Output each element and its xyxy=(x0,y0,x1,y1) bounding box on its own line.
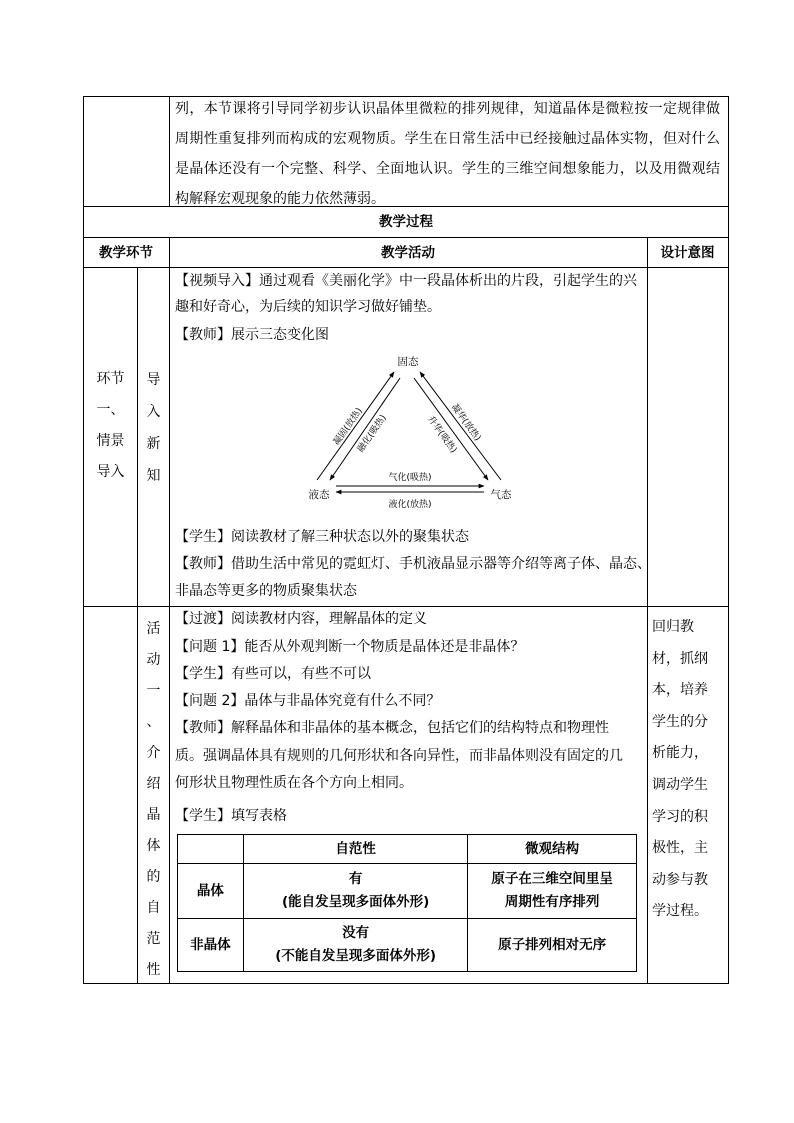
gas-label: 气态 xyxy=(490,489,512,501)
table-header-cell: 自范性 xyxy=(243,835,468,864)
stage1-sublabel-char: 新 xyxy=(146,436,161,452)
crystal-comparison-table xyxy=(177,834,637,971)
table-header-cell: 微观结构 xyxy=(468,835,637,864)
table-row xyxy=(178,919,637,972)
activity1-text-line: 【问题 1】能否从外观判断一个物质是晶体还是非晶体？ xyxy=(175,639,525,655)
stage1-label-line: 一、 xyxy=(96,402,125,418)
stage1-label-line: 环节 xyxy=(96,371,125,387)
self-shaping-cell xyxy=(243,919,468,972)
activity1-text-line: 何形状且物理性质在各个方向上相同。 xyxy=(175,775,413,791)
cell-line: 原子在三维空间里呈 xyxy=(491,871,613,887)
table-header-cell xyxy=(178,835,244,864)
header-activity: 教学活动 xyxy=(381,245,435,261)
condense-label: 液化(放热) xyxy=(388,500,432,510)
activity1-text-line: 【问题 2】晶体与非晶体究竟有什么不同？ xyxy=(175,693,441,709)
intent-line: 调动学生 xyxy=(652,776,708,793)
stage1-label-line: 情景 xyxy=(96,433,125,449)
table-row xyxy=(178,864,637,919)
activity1-text-line: 质。强调晶体具有规则的几何形状和各向异性，而非晶体则没有固定的几 xyxy=(175,748,623,764)
stage1-text-line: 趣和好奇心，为后续的知识学习做好铺垫。 xyxy=(175,299,441,315)
intent-line: 回归教 xyxy=(652,619,694,635)
activity1-label-char: 性 xyxy=(146,962,161,978)
stage1-sublabel xyxy=(138,364,169,492)
header-intent: 设计意图 xyxy=(660,245,715,261)
solid-label: 固态 xyxy=(397,356,419,368)
header-stage: 教学环节 xyxy=(99,245,153,261)
stage1-text-line: 【视频导入】通过观看《美丽化学》中一段晶体析出的片段，引起学生的兴 xyxy=(175,273,637,289)
three-state-diagram xyxy=(290,348,540,513)
intent-line: 析能力， xyxy=(652,745,708,762)
activity1-label-char: 绍 xyxy=(146,776,161,792)
cell-line: 没有 xyxy=(342,925,370,941)
micro-structure-cell xyxy=(468,919,637,972)
cell-line: (不能自发呈现多面体外形) xyxy=(275,948,437,964)
cell-line: 原子排列相对无序 xyxy=(498,936,607,953)
activity1-label-char: 范 xyxy=(146,931,161,947)
grid-line xyxy=(83,983,729,984)
activity1-label xyxy=(138,614,169,986)
stage1-text-line: 【学生】阅读教材了解三种状态以外的聚集状态 xyxy=(175,529,469,545)
activity1-label-char: 晶 xyxy=(146,807,161,823)
stage1-text-line: 非晶态等更多的物质聚集状态 xyxy=(175,583,357,599)
intro-paragraph: 列，本节课将引导同学初步认识晶体里微粒的排列规律，知道晶体是微粒按一定规律做周期性重复排列而构成的宏观物质。学生在日常生活中已经接触过晶体实物，但对什么是晶体还没有一个完整、科学、全面地认识。学生的三维空间想象能力，以及用微观结构解释宏观现象的能力依然薄弱。 xyxy=(175,101,720,207)
micro-structure-cell xyxy=(468,864,637,919)
self-shaping-cell xyxy=(243,864,468,919)
activity1-text-line: 【学生】有些可以，有些不可以 xyxy=(175,666,371,682)
row-name-cell: 非晶体 xyxy=(178,919,244,972)
grid-line xyxy=(169,96,170,207)
sublime-label: 升华(吸热) xyxy=(424,414,459,456)
stage1-text-line: 【教师】借助生活中常见的霓虹灯、手机液晶显示器等介绍等离子体、晶态、 xyxy=(175,556,651,572)
liquid-label: 液态 xyxy=(308,489,330,501)
row-name-cell: 晶体 xyxy=(178,864,244,919)
activity1-label-char: 一 xyxy=(146,683,161,699)
deposit-label: 凝华(放热) xyxy=(448,402,483,444)
stage1-label xyxy=(84,364,137,488)
cell-line: 周期性有序排列 xyxy=(504,894,600,910)
activity1-label-char: 介 xyxy=(146,745,161,761)
intent-line: 学过程。 xyxy=(652,903,708,920)
cell-line: (能自发呈现多面体外形) xyxy=(281,894,430,910)
intent-line: 本，培养 xyxy=(652,682,708,699)
activity1-text-line: 【过渡】阅读教材内容，理解晶体的定义 xyxy=(175,611,427,627)
grid-line xyxy=(83,267,729,268)
activity1-label-char: 动 xyxy=(146,652,161,668)
stage1-sublabel-char: 入 xyxy=(146,404,161,420)
intent-line: 动参与教 xyxy=(652,871,708,888)
grid-line xyxy=(647,237,648,984)
intent-line: 学生的分 xyxy=(652,713,708,730)
stage1-label-line: 导入 xyxy=(96,464,125,480)
stage1-sublabel-char: 知 xyxy=(146,468,161,484)
activity1-label-char: 、 xyxy=(146,714,161,730)
section-title: 教学过程 xyxy=(379,214,433,230)
activity1-text-line: 【教师】解释晶体和非晶体的基本概念，包括它们的结构特点和物理性 xyxy=(175,720,609,736)
stage1-sublabel-char: 导 xyxy=(146,372,161,388)
stage1-text-line: 【教师】展示三态变化图 xyxy=(175,327,329,343)
activity1-label-char: 体 xyxy=(146,838,161,854)
intent-line: 材，抓纲 xyxy=(652,650,708,667)
activity1-label-char: 的 xyxy=(146,869,161,885)
intent-line: 极性，主 xyxy=(652,840,708,857)
intent-line: 学习的积 xyxy=(652,808,708,825)
activity1-label-char: 活 xyxy=(146,621,161,637)
activity1-intent xyxy=(652,612,726,928)
cell-line: 有 xyxy=(348,871,363,887)
grid-line xyxy=(169,237,170,984)
freeze-label: 凝固(放热) xyxy=(331,406,365,448)
activity1-label-char: 自 xyxy=(146,900,161,916)
vaporize-label: 气化(吸热) xyxy=(388,473,432,483)
melt-label: 融化(吸热) xyxy=(355,413,389,455)
grid-line xyxy=(83,606,729,607)
grid-line xyxy=(83,237,729,238)
activity1-text-line: 【学生】填写表格 xyxy=(175,808,287,824)
